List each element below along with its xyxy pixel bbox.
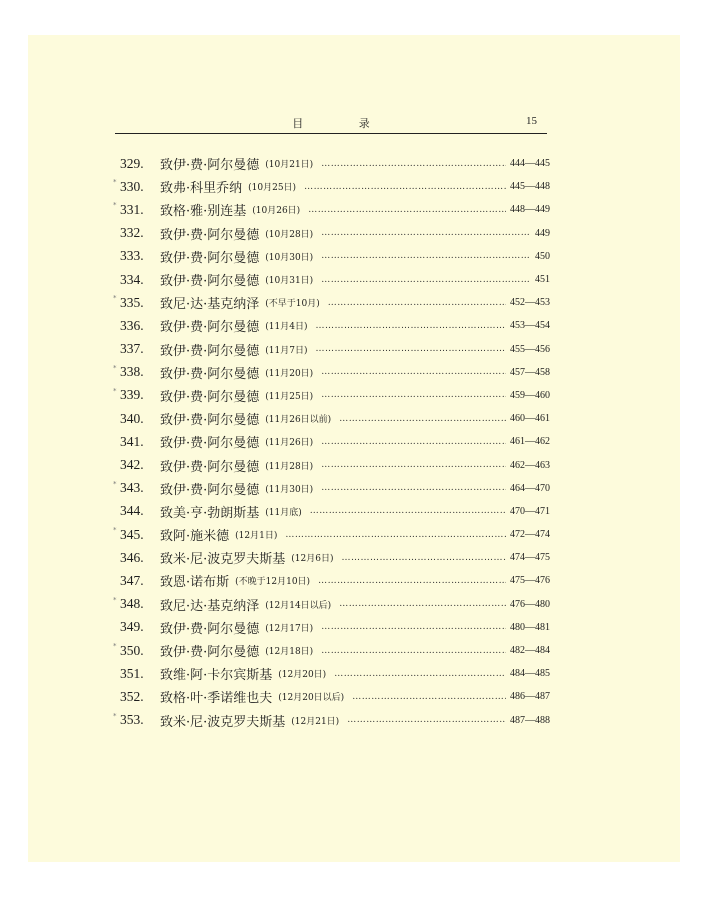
toc-entry — [110, 569, 550, 592]
entry-number: 348. — [120, 596, 144, 612]
entry-number: 344. — [120, 503, 144, 519]
dot-leader — [321, 646, 506, 656]
entry-title: 致阿·施米德 — [160, 529, 230, 545]
entry-title: 致尼·达·基克纳泽 — [160, 598, 260, 614]
entry-date: (不晚于12月10日) — [235, 577, 311, 588]
entry-title: 致伊·费·阿尔曼德 — [160, 274, 260, 290]
dot-leader — [339, 414, 506, 424]
entry-marker: * — [113, 363, 117, 372]
entry-date: (12月18日) — [265, 647, 314, 658]
entry-number: 349. — [120, 619, 144, 635]
dot-leader — [308, 205, 506, 215]
dot-leader — [304, 182, 506, 192]
entry-title: 致尼·达·基克纳泽 — [160, 297, 260, 313]
entry-pages: 487—488 — [510, 714, 550, 726]
entry-date: (12月20日以后) — [278, 693, 345, 704]
dot-leader — [321, 483, 506, 493]
entry-number: 332. — [120, 225, 144, 241]
entry-title: 致米·尼·波克罗夫斯基 — [160, 552, 286, 568]
entry-pages: 475—476 — [510, 575, 550, 587]
entry-date: (12月14日以后) — [265, 600, 332, 611]
entry-number: 337. — [120, 341, 144, 357]
entry-pages: 462—463 — [510, 459, 550, 471]
toc-entry — [110, 639, 550, 662]
entry-date: (11月4日) — [265, 322, 308, 333]
entry-title: 致伊·费·阿尔曼德 — [160, 320, 260, 336]
entry-date: (11月底) — [265, 507, 302, 518]
entry-pages: 482—484 — [510, 645, 550, 657]
entry-pages: 453—454 — [510, 320, 550, 332]
entry-number: 342. — [120, 457, 144, 473]
entry-number: 345. — [120, 526, 144, 542]
entry-pages: 472—474 — [510, 529, 550, 541]
entry-date: (11月25日) — [265, 391, 314, 402]
entry-number: 330. — [120, 178, 144, 194]
entry-title: 致伊·费·阿尔曼德 — [160, 227, 260, 243]
entry-pages: 452—453 — [510, 297, 550, 309]
entry-date: (10月31日) — [265, 276, 314, 287]
entry-number: 351. — [120, 665, 144, 681]
entry-number: 329. — [120, 155, 144, 171]
entry-title: 致伊·费·阿尔曼德 — [160, 621, 260, 637]
dot-leader — [321, 437, 506, 447]
dot-leader — [321, 622, 506, 632]
entry-pages: 449 — [535, 227, 550, 239]
entry-title: 致维·阿·卡尔宾斯基 — [160, 668, 273, 684]
entry-marker: * — [113, 201, 117, 210]
entry-pages: 480—481 — [510, 621, 550, 633]
entry-date: (10月21日) — [265, 160, 314, 171]
toc-entry — [110, 477, 550, 500]
dot-leader — [315, 344, 506, 354]
entry-title: 致米·尼·波克罗夫斯基 — [160, 714, 286, 730]
dot-leader — [328, 298, 506, 308]
entry-date: (12月1日) — [235, 531, 278, 542]
entry-date: (11月7日) — [265, 345, 308, 356]
dot-leader — [321, 159, 506, 169]
entry-number: 338. — [120, 364, 144, 380]
entry-date: (12月21日) — [291, 716, 340, 727]
toc-entry — [110, 430, 550, 453]
toc-entry — [110, 453, 550, 476]
entry-number: 334. — [120, 271, 144, 287]
entry-title: 致伊·费·阿尔曼德 — [160, 366, 260, 382]
entry-marker: * — [113, 641, 117, 650]
entry-pages: 486—487 — [510, 691, 550, 703]
entry-title: 致伊·费·阿尔曼德 — [160, 645, 260, 661]
entry-date: (11月26日以前) — [265, 415, 332, 426]
toc-entry — [110, 245, 550, 268]
entry-pages: 450 — [535, 250, 550, 262]
toc-entry — [110, 152, 550, 175]
entry-date: (10月30日) — [265, 252, 314, 263]
entry-pages: 474—475 — [510, 552, 550, 564]
entry-title: 致格·雅·别连基 — [160, 204, 247, 220]
dot-leader — [310, 506, 506, 516]
entry-title: 致伊·费·阿尔曼德 — [160, 250, 260, 266]
entry-date: (10月26日) — [252, 206, 301, 217]
entry-pages: 445—448 — [510, 181, 550, 193]
toc-entry — [110, 268, 550, 291]
entry-pages: 461—462 — [510, 436, 550, 448]
toc-entry — [110, 407, 550, 430]
entry-number: 347. — [120, 572, 144, 588]
entry-number: 336. — [120, 317, 144, 333]
entry-pages: 457—458 — [510, 366, 550, 378]
page-header — [115, 113, 547, 134]
entry-pages: 448—449 — [510, 204, 550, 216]
toc-entry — [110, 709, 550, 732]
dot-leader — [352, 692, 506, 702]
entry-number: 341. — [120, 433, 144, 449]
entry-pages: 464—470 — [510, 482, 550, 494]
dot-leader — [321, 228, 531, 238]
toc-entry — [110, 616, 550, 639]
dot-leader — [321, 460, 506, 470]
toc-entry — [110, 314, 550, 337]
entry-date: (12月17日) — [265, 623, 314, 634]
entry-number: 346. — [120, 549, 144, 565]
table-of-contents — [110, 152, 550, 732]
toc-entry — [110, 361, 550, 384]
dot-leader — [347, 715, 506, 725]
dot-leader — [341, 553, 506, 563]
entry-number: 352. — [120, 688, 144, 704]
entry-pages: 476—480 — [510, 598, 550, 610]
entry-number: 335. — [120, 294, 144, 310]
dot-leader — [315, 321, 506, 331]
header-title: 目 录 — [292, 117, 396, 130]
entry-marker: * — [113, 479, 117, 488]
toc-entry — [110, 500, 550, 523]
dot-leader — [321, 390, 506, 400]
dot-leader — [321, 275, 531, 285]
entry-number: 340. — [120, 410, 144, 426]
dot-leader — [318, 576, 506, 586]
entry-title: 致美·亨·勃朗斯基 — [160, 505, 260, 521]
toc-entry — [110, 384, 550, 407]
entry-marker: * — [113, 294, 117, 303]
entry-number: 350. — [120, 642, 144, 658]
entry-date: (11月20日) — [265, 368, 314, 379]
entry-date: (12月6日) — [291, 554, 334, 565]
entry-number: 339. — [120, 387, 144, 403]
entry-number: 333. — [120, 248, 144, 264]
dot-leader — [339, 599, 506, 609]
toc-entry — [110, 685, 550, 708]
entry-title: 致格·叶·季诺维也夫 — [160, 691, 273, 707]
entry-date: (不早于10月) — [265, 299, 320, 310]
page-number: 15 — [526, 115, 537, 127]
toc-entry — [110, 523, 550, 546]
entry-date: (12月20日) — [278, 670, 327, 681]
entry-pages: 460—461 — [510, 413, 550, 425]
entry-marker: * — [113, 711, 117, 720]
entry-date: (11月28日) — [265, 461, 314, 472]
entry-date: (11月30日) — [265, 484, 314, 495]
dot-leader — [285, 530, 506, 540]
dot-leader — [321, 367, 506, 377]
entry-title: 致恩·诺布斯 — [160, 575, 230, 591]
entry-title: 致伊·费·阿尔曼德 — [160, 343, 260, 359]
toc-entry — [110, 175, 550, 198]
toc-entry — [110, 593, 550, 616]
entry-title: 致伊·费·阿尔曼德 — [160, 459, 260, 475]
entry-title: 致伊·费·阿尔曼德 — [160, 482, 260, 498]
toc-entry — [110, 662, 550, 685]
entry-marker: * — [113, 595, 117, 604]
entry-date: (10月25日) — [248, 183, 297, 194]
entry-number: 331. — [120, 201, 144, 217]
entry-pages: 451 — [535, 274, 550, 286]
dot-leader — [334, 669, 506, 679]
entry-marker: * — [113, 178, 117, 187]
toc-entry — [110, 546, 550, 569]
entry-marker: * — [113, 526, 117, 534]
entry-pages: 444—445 — [510, 158, 550, 170]
entry-pages: 484—485 — [510, 668, 550, 680]
toc-entry — [110, 198, 550, 221]
entry-title: 致伊·费·阿尔曼德 — [160, 158, 260, 174]
entry-date: (11月26日) — [265, 438, 314, 449]
entry-title: 致伊·费·阿尔曼德 — [160, 413, 260, 429]
entry-pages: 459—460 — [510, 389, 550, 401]
toc-entry — [110, 338, 550, 361]
toc-entry — [110, 291, 550, 314]
dot-leader — [321, 251, 531, 261]
entry-title: 致弗·科里乔纳 — [160, 181, 243, 197]
entry-title: 致伊·费·阿尔曼德 — [160, 389, 260, 405]
entry-title: 致伊·费·阿尔曼德 — [160, 436, 260, 452]
entry-date: (10月28日) — [265, 229, 314, 240]
toc-entry — [110, 222, 550, 245]
entry-pages: 455—456 — [510, 343, 550, 355]
entry-marker: * — [113, 386, 117, 395]
entry-number: 353. — [120, 712, 144, 728]
entry-number: 343. — [120, 480, 144, 496]
entry-pages: 470—471 — [510, 505, 550, 517]
